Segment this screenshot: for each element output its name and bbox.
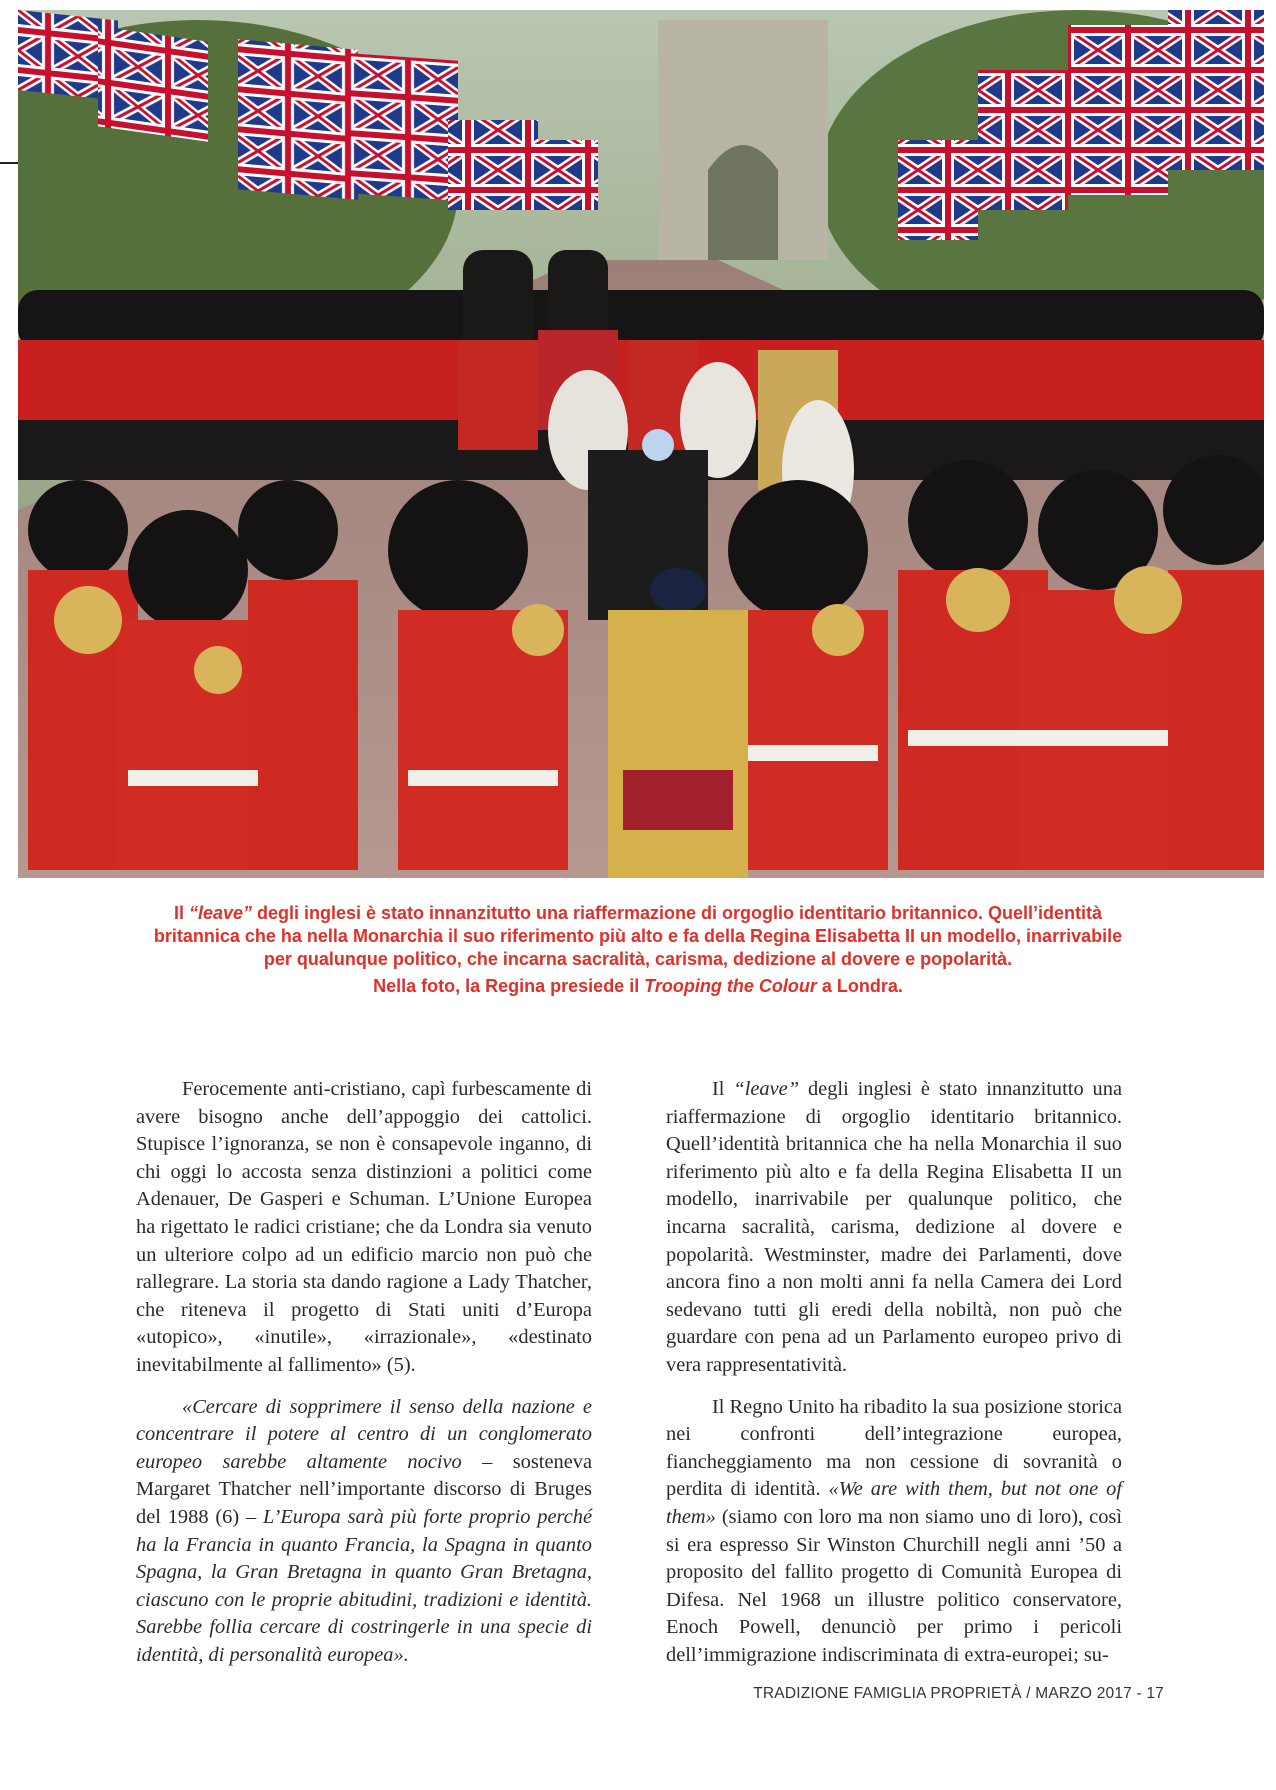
- leave-emphasis: “leave”: [733, 1078, 800, 1100]
- left-paragraph-1: Ferocemente anti-cristiano, capì furbescamente di avere bisogno anche dell’appoggio dei cattolici. Stupisce l’ignoranza, se non è consapevole inganno, di chi oggi lo accosta senza distinzioni a politici come Adenauer, De Gasperi e Schuman. L’Unione Europea ha rigettato le radici cristiane; che da Londra sia venuto un ulteriore colpo ad un edificio marcio non può che rallegrare. La storia sta dando ragione a Lady Thatcher, che riteneva il progetto di Stati uniti d’Europa «utopico», «inutile», «irrazionale», «destinato inevitabilmente al fallimento» (5).: [136, 1078, 592, 1376]
- page-footer: TRADIZIONE FAMIGLIA PROPRIETÀ / MARZO 2017 - 17: [753, 1685, 1164, 1702]
- left-paragraph-2: «Cercare di sopprimere il senso della nazione e concentrare il potere al centro di un conglomerato europeo sarebbe altamente nocivo – sosteneva Margaret Thatcher nell’importante discorso di Bruges del 1988 (6) – L’Europa sarà più forte proprio perché ha la Francia in quanto Francia, la Spagna in quanto Spagna, la Gran Bretagna in quanto Gran Bretagna, ciascuno con le proprie abitudini, tradizioni e identità. Sarebbe follia cercare di costringerle in una specie di identità, di personalità europea».: [136, 1395, 592, 1666]
- thatcher-quote-part-2: L’Europa sarà più forte proprio perché ha la Francia in quanto Francia, la Spagna in quanto Spagna, la Gran Bretagna in quanto Gran Bretagna, ciascuno con le proprie abitudini, tradizioni e identità. Sarebbe follia cercare di costringerle in una specie di identità, di personalità europea».: [136, 1505, 592, 1666]
- caption-leave-emphasis: “leave”: [188, 903, 252, 923]
- right-paragraph-2: Il Regno Unito ha ribadito la sua posizione storica nei confronti dell’integrazione europea, fiancheggiamento ma non cessione di sovranità o perdita di identità. «We are with them, but not one of them» (siamo con loro ma non siamo uno di loro), così si era espresso Sir Winston Churchill negli anni ’50 a proposito del fallito progetto di Comunità Europea di Difesa. Nel 1968 un illustre politico conservatore, Enoch Powell, denunciò per primo i pericoli dell’immigrazione indiscriminata di extra-europei; su-: [666, 1395, 1123, 1666]
- churchill-quote: «We are with them, but not one of them»: [666, 1478, 1123, 1528]
- caption-event-name: Trooping the Colour: [644, 976, 817, 996]
- thatcher-quote-part-1: «Cercare di sopprimere il senso della nazione e concentrare il potere al centro di un conglomerato europeo sarebbe altamente nocivo: [136, 1395, 592, 1473]
- margin-rule: [0, 162, 18, 164]
- right-column: [666, 1076, 1122, 1683]
- left-column: [136, 1076, 592, 1683]
- caption-paragraph: Il “leave” degli inglesi è stato innanzitutto una riaffermazione di orgoglio identitario britannico. Quell’identità britannica che ha nella Monarchia il suo riferimento più alto e fa della Regina Elisabetta II un modello, inarrivabile per qualunque politico, che incarna sacralità, carisma, dedizione al dovere e popolarità.: [153, 903, 1123, 969]
- photo-caption: [150, 902, 1126, 998]
- trooping-the-colour-photo: [18, 10, 1264, 878]
- caption-photo-credit-line: Nella foto, la Regina presiede il Trooping the Colour a Londra.: [373, 976, 903, 996]
- right-paragraph-1: Il “leave” degli inglesi è stato innanzitutto una riaffermazione di orgoglio identitario britannico. Quell’identità britannica che ha nella Monarchia il suo riferimento più alto e fa della Regina Elisabetta II un modello, inarrivabile per qualunque politico, che incarna sacralità, carisma, dedizione al dovere e popolarità. Westminster, madre dei Parlamenti, dove ancora fino a non molti anni fa nella Camera dei Lord sedevano tutti gli eredi della nobiltà, non può che guardare con pena ad un Parlamento europeo privo di vera rappresentatività.: [666, 1078, 1122, 1376]
- photo-illustration: [18, 10, 1264, 878]
